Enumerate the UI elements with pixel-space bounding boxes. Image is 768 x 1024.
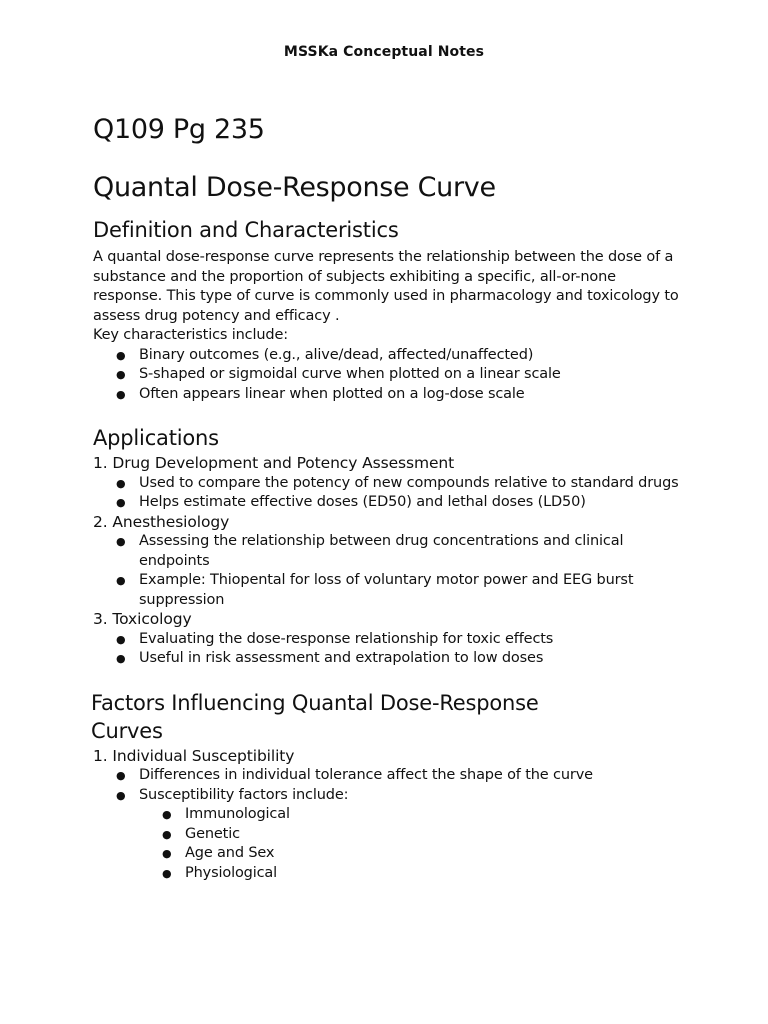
bullet-icon: ● — [162, 847, 172, 860]
bullet-icon: ● — [116, 769, 126, 782]
list-item: ● Often appears linear when plotted on a log-dose scale — [93, 385, 683, 405]
section-heading-definition: Definition and Characteristics — [93, 218, 399, 242]
list-item: ● Susceptibility factors include: — [93, 786, 683, 806]
subsection-title: 1. Individual Susceptibility — [93, 746, 295, 765]
list-item: ● Genetic — [93, 825, 683, 845]
bullet-icon: ● — [162, 808, 172, 821]
bullet-icon: ● — [116, 476, 126, 490]
subsection-title: 1. Drug Development and Potency Assessment — [93, 454, 455, 472]
bullet-icon: ● — [116, 652, 126, 665]
definition-text: A quantal dose-response curve represents the relationship between the dose of a substance and the proportion of subjects exhibiting a specific, all-or-none response. This type of curve is commonly used in pharmacology and toxicology to assess drug potency and efficacy . — [93, 249, 679, 324]
list-item: ● Age and Sex — [93, 844, 683, 864]
section-heading-applications: Applications — [93, 426, 219, 450]
list-item: ● Useful in risk assessment and extrapolation to low doses — [93, 649, 683, 669]
subsection-title: 2. Anesthesiology — [93, 512, 230, 531]
bullet-icon: ● — [116, 387, 126, 401]
list-item: ● Physiological — [93, 864, 683, 884]
list-item: ● Helps estimate effective doses (ED50) and lethal doses (LD50) — [93, 493, 683, 513]
applications-list-2 — [93, 532, 683, 610]
bullet-icon: ● — [116, 632, 126, 646]
characteristics-list — [93, 346, 683, 405]
subsection-title: 3. Toxicology — [93, 610, 192, 628]
list-item: ● Binary outcomes (e.g., alive/dead, affected/unaffected) — [93, 346, 683, 366]
list-item: ● Differences in individual tolerance affect the shape of the curve — [93, 766, 683, 786]
characteristics-intro: Key characteristics include: — [93, 327, 288, 343]
page-header: MSSKa Conceptual Notes — [283, 44, 485, 60]
bullet-icon: ● — [116, 535, 126, 548]
bullet-icon: ● — [116, 496, 126, 509]
bullet-icon: ● — [116, 574, 126, 587]
list-item: ● S-shaped or sigmoidal curve when plotted on a linear scale — [93, 365, 683, 385]
list-item: ● Immunological — [93, 805, 683, 825]
section-heading-factors: Factors Influencing Quantal Dose-Response Curves — [91, 690, 539, 743]
bullet-icon: ● — [116, 788, 126, 802]
definition-paragraph — [93, 248, 683, 346]
bullet-icon: ● — [162, 827, 172, 841]
bullet-icon: ● — [162, 866, 172, 880]
bullet-icon: ● — [116, 348, 126, 362]
list-item: ● Example: Thiopental for loss of voluntary motor power and EEG burst suppression — [116, 572, 634, 608]
document-title: Quantal Dose-Response Curve — [93, 172, 496, 203]
susceptibility-factors-list — [93, 805, 683, 883]
document-content — [93, 112, 683, 883]
applications-list-3 — [93, 630, 683, 669]
list-item: ● Assessing the relationship between drug concentrations and clinical endpoints — [116, 533, 624, 569]
list-item: ● Used to compare the potency of new compounds relative to standard drugs — [93, 474, 683, 494]
page-reference: Q109 Pg 235 — [93, 114, 265, 145]
list-item: ● Evaluating the dose-response relationship for toxic effects — [93, 630, 683, 650]
applications-list-1 — [93, 474, 683, 513]
bullet-icon: ● — [116, 368, 126, 381]
factors-list — [93, 766, 683, 805]
